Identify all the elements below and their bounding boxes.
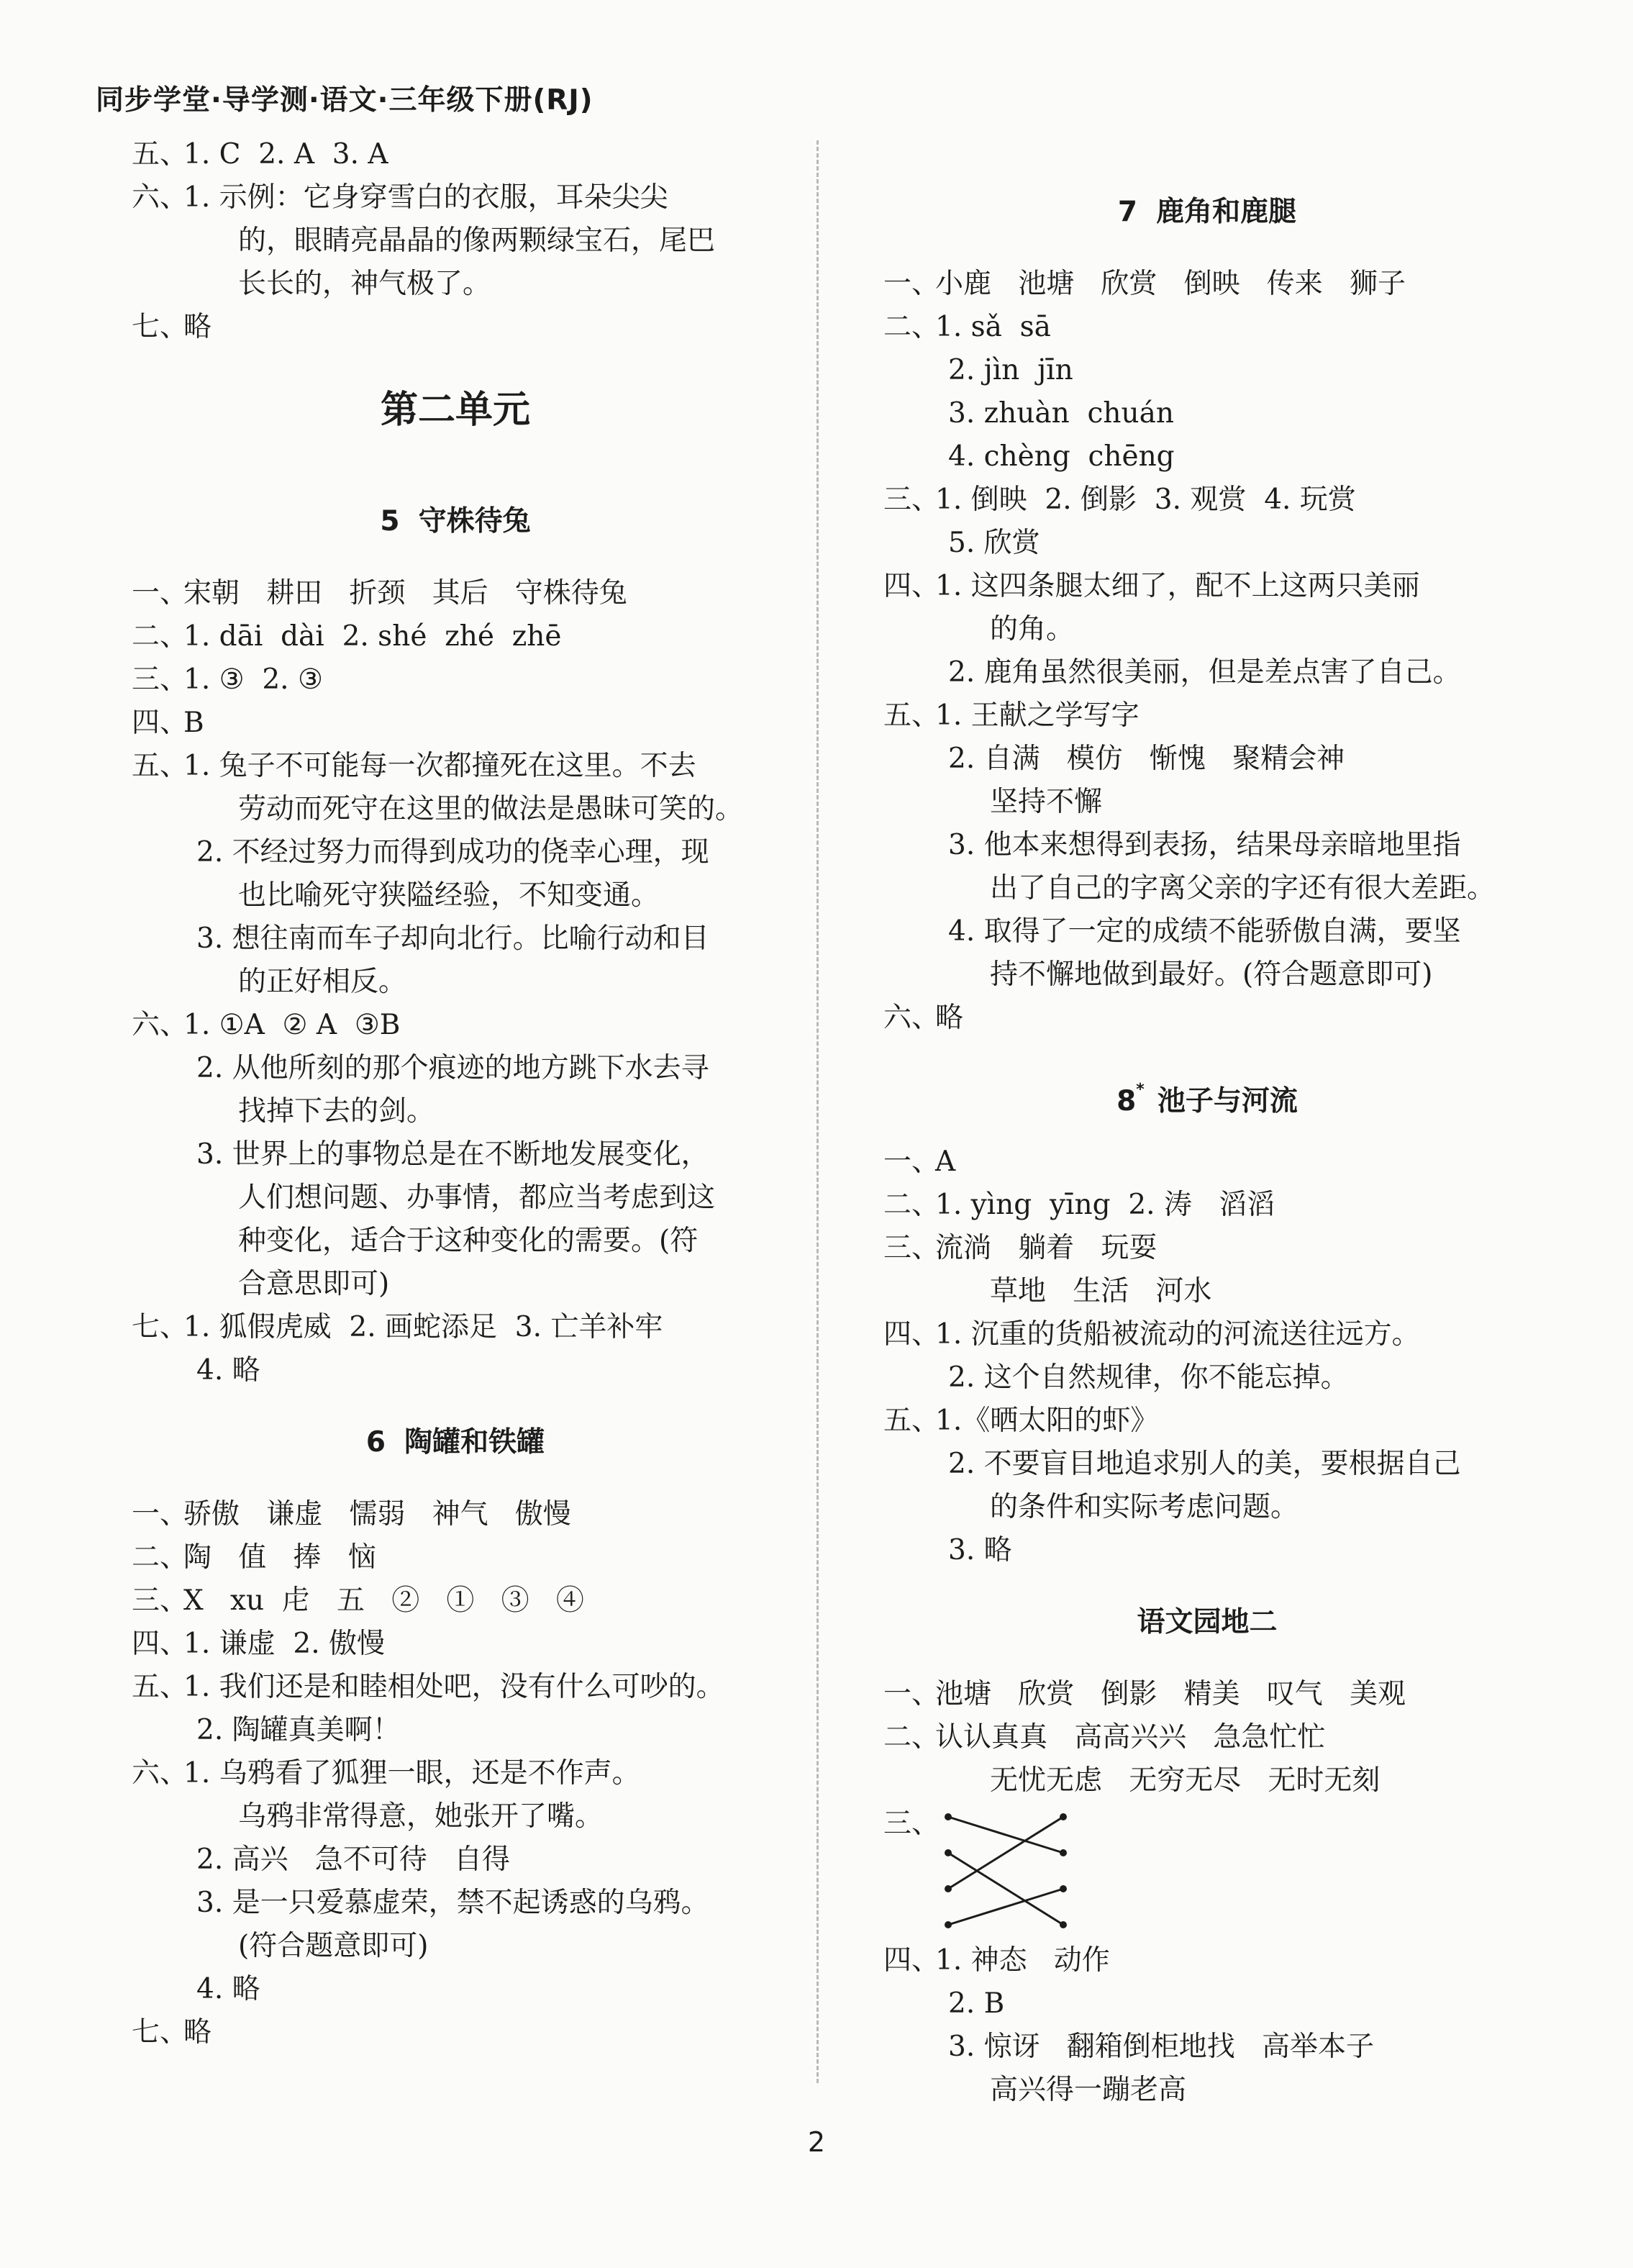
question-label: 六、	[132, 1009, 188, 1041]
answer-text: 1. 神态 动作	[935, 1944, 1110, 1977]
matching-connector	[948, 1817, 1063, 1853]
answer-text: 4. 略	[196, 1973, 260, 2005]
answer-line	[132, 1047, 779, 1090]
answer-text: 3. 略	[948, 1534, 1012, 1566]
lesson-number: 7	[1117, 196, 1138, 228]
question-label: 二、	[883, 1721, 940, 1754]
answer-line	[132, 1004, 779, 1047]
answer-line	[883, 1227, 1531, 1270]
answer-line	[883, 1140, 1531, 1184]
answer-line	[132, 1133, 779, 1176]
answer-text: 1. ③ 2. ③	[183, 663, 323, 696]
answer-line	[132, 917, 779, 961]
answer-line	[883, 1759, 1531, 1802]
matching-lines-diagram	[941, 1802, 1078, 1932]
answer-line	[132, 874, 779, 917]
answer-line	[132, 831, 779, 874]
question-label: 一、	[883, 268, 940, 300]
answer-line	[883, 1673, 1531, 1716]
answer-line	[883, 651, 1531, 694]
answer-text: X xu 虍 五 ② ① ③ ④	[183, 1584, 584, 1617]
answer-line	[132, 745, 779, 788]
answer-text: 1. yìng yīng 2. 涛 滔滔	[935, 1189, 1275, 1221]
question-label: 三、	[883, 1807, 940, 1840]
answer-text: 3. 世界上的事物总是在不断地发展变化，	[196, 1138, 709, 1171]
lesson-title	[132, 1392, 779, 1493]
answer-line	[132, 1666, 779, 1709]
answer-text: 2. 自满 模仿 惭愧 聚精会神	[948, 743, 1345, 775]
answer-text: 4. chèng chēng	[948, 440, 1175, 473]
answer-text: 找掉下去的剑。	[238, 1095, 435, 1128]
answer-line	[132, 658, 779, 702]
answer-line	[132, 1795, 779, 1838]
answer-text: 2. jìn jīn	[948, 354, 1073, 386]
answer-text: 1.《晒太阳的虾》	[935, 1405, 1159, 1437]
answer-line	[883, 781, 1531, 824]
answer-line	[132, 1263, 779, 1306]
answer-text: 1. 王献之学写字	[935, 699, 1140, 732]
answer-line	[132, 1536, 779, 1579]
answer-text: 小鹿 池塘 欣赏 倒映 传来 狮子	[935, 268, 1406, 300]
answer-line	[132, 1752, 779, 1795]
question-label: 一、	[883, 1146, 940, 1178]
answer-text: 2. 不要盲目地追求别人的美，要根据自己	[948, 1448, 1461, 1480]
matching-connector	[948, 1817, 1063, 1889]
answer-text: 1. 乌鸦看了狐狸一眼，还是不作声。	[183, 1757, 640, 1790]
answer-line-matching	[883, 1802, 1531, 1939]
answer-text: 流淌 躺着 玩耍	[935, 1232, 1157, 1264]
answer-line	[883, 392, 1531, 435]
answer-text: 1. dāi dài 2. shé zhé zhē	[183, 620, 562, 653]
answer-text: 3. 惊讶 翻箱倒柜地找 高举本子	[948, 2031, 1374, 2063]
question-label: 六、	[883, 1002, 940, 1034]
question-label: 五、	[132, 750, 188, 782]
page-number: 2	[807, 2126, 826, 2158]
answer-text: 3. zhuàn chuán	[948, 397, 1174, 430]
question-label: 三、	[883, 484, 940, 516]
matching-dot	[1060, 1849, 1067, 1856]
answer-line	[132, 1838, 779, 1882]
right-column	[883, 162, 1531, 2112]
question-label: 二、	[132, 1541, 188, 1574]
answer-text: 3. 是一只爱慕虚荣，禁不起诱惑的乌鸦。	[196, 1887, 709, 1919]
answer-text: 乌鸦非常得意，她张开了嘴。	[238, 1800, 604, 1833]
answer-line	[132, 263, 779, 306]
answer-line	[883, 997, 1531, 1040]
answer-text: 4. 略	[196, 1354, 260, 1387]
answer-text: 高兴得一蹦老高	[990, 2074, 1187, 2106]
answer-text: 1. 兔子不可能每一次都撞死在这里。不去	[183, 750, 696, 782]
answer-text: A	[935, 1146, 956, 1178]
answer-text: 的正好相反。	[238, 966, 407, 998]
left-column	[132, 133, 779, 2054]
answer-line	[883, 306, 1531, 349]
question-label: 五、	[132, 1671, 188, 1703]
question-label: 一、	[132, 577, 188, 609]
answer-text: 的条件和实际考虑问题。	[990, 1491, 1299, 1523]
answer-line	[883, 824, 1531, 867]
question-label: 七、	[132, 311, 188, 343]
answer-text: 2. 高兴 急不可待 自得	[196, 1843, 510, 1876]
question-label: 二、	[883, 1189, 940, 1221]
answer-line	[883, 565, 1531, 608]
answer-text: 5. 欣赏	[948, 527, 1040, 559]
answer-text: 3. 想往南而车子却向北行。比喻行动和目	[196, 922, 709, 955]
answer-text: 2. 不经过努力而得到成功的侥幸心理，现	[196, 836, 709, 868]
answer-text: 骄傲 谦虚 懦弱 神气 傲慢	[183, 1498, 571, 1530]
answer-text: 2. 从他所刻的那个痕迹的地方跳下水去寻	[196, 1052, 709, 1084]
lesson-name: 守株待兔	[418, 505, 531, 537]
answer-line	[883, 1270, 1531, 1313]
matching-dot	[945, 1813, 952, 1820]
answer-line	[132, 1579, 779, 1623]
question-label: 四、	[132, 707, 188, 739]
lesson-number: 8	[1116, 1085, 1137, 1117]
answer-line	[132, 615, 779, 658]
answer-line	[132, 219, 779, 263]
answer-line	[883, 1939, 1531, 1982]
answer-text: 2. 鹿角虽然很美丽，但是差点害了自己。	[948, 656, 1461, 689]
answer-text: 略	[183, 311, 212, 343]
lesson-name: 鹿角和鹿腿	[1156, 196, 1297, 228]
lesson-number: 6	[365, 1426, 386, 1459]
answer-text: 1. 示例：它身穿雪白的衣服，耳朵尖尖	[183, 181, 668, 214]
page-header-title: 同步学堂·导学测·语文·三年级下册(RJ)	[96, 84, 593, 117]
matching-dot	[945, 1885, 952, 1892]
answer-line	[132, 133, 779, 176]
matching-connector	[948, 1853, 1063, 1925]
answer-text: 4. 取得了一定的成绩不能骄傲自满，要坚	[948, 915, 1461, 948]
answer-text: 1. ①A ② A ③B	[183, 1009, 401, 1041]
lesson-title	[883, 1040, 1531, 1140]
lesson-title	[883, 1572, 1531, 1673]
answer-line	[132, 1349, 779, 1392]
question-label: 五、	[132, 138, 188, 171]
answer-text: 持不懈地做到最好。(符合题意即可)	[990, 958, 1433, 991]
answer-line	[883, 2026, 1531, 2069]
answer-text: 陶 值 捧 恼	[183, 1541, 376, 1574]
matching-dot	[1060, 1885, 1067, 1892]
answer-text: 1. 谦虚 2. 傲慢	[183, 1628, 386, 1660]
answer-text: 宋朝 耕田 折颈 其后 守株待兔	[183, 577, 627, 609]
lesson-name: 池子与河流	[1157, 1085, 1298, 1117]
lesson-name: 语文园地二	[1137, 1606, 1278, 1638]
answer-line	[883, 435, 1531, 478]
answer-line	[883, 1400, 1531, 1443]
answer-line	[132, 306, 779, 349]
question-label: 四、	[132, 1628, 188, 1660]
answer-line	[132, 2011, 779, 2054]
answer-text: 的，眼睛亮晶晶的像两颗绿宝石，尾巴	[238, 224, 716, 257]
question-label: 四、	[883, 1944, 940, 1977]
answer-line	[883, 694, 1531, 738]
answer-text: 草地 生活 河水	[990, 1275, 1212, 1307]
matching-dot	[945, 1849, 952, 1856]
answer-text: 劳动而死守在这里的做法是愚昧可笑的。	[238, 793, 744, 825]
lesson-name: 陶罐和铁罐	[404, 1426, 545, 1459]
matching-connector	[948, 1889, 1063, 1925]
answer-text: 1. 倒映 2. 倒影 3. 观赏 4. 玩赏	[935, 484, 1356, 516]
question-label: 五、	[883, 1405, 940, 1437]
matching-dot	[1060, 1813, 1067, 1820]
answer-text: 人们想问题、办事情，都应当考虑到这	[238, 1181, 716, 1214]
answer-text: 合意思即可)	[238, 1268, 390, 1300]
answer-line	[132, 1306, 779, 1349]
answer-line	[132, 1925, 779, 1968]
answer-text: 1. sǎ sā	[935, 311, 1051, 343]
answer-line	[883, 1716, 1531, 1759]
lesson-number: 5	[380, 505, 400, 537]
answer-text: 认认真真 高高兴兴 急急忙忙	[935, 1721, 1326, 1754]
answer-text: (符合题意即可)	[238, 1930, 429, 1962]
lesson-title	[883, 162, 1531, 263]
question-label: 六、	[132, 181, 188, 214]
answer-text: 长长的，神气极了。	[238, 268, 491, 300]
answer-text: 1. 沉重的货船被流动的河流送往远方。	[935, 1318, 1420, 1351]
matching-dot	[945, 1921, 952, 1928]
question-label: 三、	[132, 1584, 188, 1617]
answer-line	[132, 1968, 779, 2011]
answer-line	[883, 1486, 1531, 1529]
question-label: 一、	[132, 1498, 188, 1530]
answer-line	[883, 867, 1531, 910]
answer-line	[883, 2069, 1531, 2112]
answer-text: 3. 他本来想得到表扬，结果母亲暗地里指	[948, 829, 1461, 861]
answer-text: 2. B	[948, 1987, 1005, 2020]
answer-line	[883, 1313, 1531, 1356]
answer-line	[132, 1220, 779, 1263]
answer-line	[132, 961, 779, 1004]
answer-line	[883, 349, 1531, 392]
answer-text: 1. 这四条腿太细了，配不上这两只美丽	[935, 570, 1420, 602]
question-label: 三、	[883, 1232, 940, 1264]
answer-line	[883, 1443, 1531, 1486]
answer-text: 1. 狐假虎威 2. 画蛇添足 3. 亡羊补牢	[183, 1311, 663, 1343]
question-label: 一、	[883, 1678, 940, 1710]
answer-text: 无忧无虑 无穷无尽 无时无刻	[990, 1764, 1380, 1797]
answer-line	[132, 702, 779, 745]
answer-text: 1. C 2. A 3. A	[183, 138, 388, 171]
answer-text: 池塘 欣赏 倒影 精美 叹气 美观	[935, 1678, 1406, 1710]
question-label: 七、	[132, 2016, 188, 2049]
question-label: 四、	[883, 570, 940, 602]
answer-line	[883, 478, 1531, 522]
answer-line	[883, 1184, 1531, 1227]
answer-line	[132, 572, 779, 615]
question-label: 二、	[883, 311, 940, 343]
question-label: 五、	[883, 699, 940, 732]
question-label: 七、	[132, 1311, 188, 1343]
answer-line	[132, 1493, 779, 1536]
answer-line	[132, 176, 779, 219]
answer-text: 也比喻死守狭隘经验，不知变通。	[238, 879, 660, 912]
answer-line	[132, 1709, 779, 1752]
answer-text: 2. 陶罐真美啊！	[196, 1714, 401, 1746]
answer-text: 坚持不懈	[990, 786, 1103, 818]
answer-text: 的角。	[990, 613, 1075, 645]
lesson-title	[132, 471, 779, 572]
answer-line	[132, 788, 779, 831]
answer-line	[883, 263, 1531, 306]
column-divider	[816, 140, 819, 2083]
answer-line	[883, 1982, 1531, 2026]
unit-title: 第二单元	[380, 389, 530, 432]
answer-text: 略	[183, 2016, 212, 2049]
answer-text: 种变化，适合于这种变化的需要。(符	[238, 1225, 699, 1257]
answer-line	[883, 738, 1531, 781]
answer-text: 1. 我们还是和睦相处吧，没有什么可吵的。	[183, 1671, 724, 1703]
answer-line	[883, 522, 1531, 565]
question-label: 三、	[132, 663, 188, 696]
question-label: 四、	[883, 1318, 940, 1351]
optional-lesson-mark: *	[1136, 1081, 1145, 1099]
answer-line	[883, 608, 1531, 651]
answer-text: 出了自己的字离父亲的字还有很大差距。	[990, 872, 1496, 904]
answer-line	[132, 1882, 779, 1925]
question-label: 二、	[132, 620, 188, 653]
answer-text: 2. 这个自然规律，你不能忘掉。	[948, 1361, 1349, 1394]
answer-line	[883, 953, 1531, 997]
answer-text: 略	[935, 1002, 964, 1034]
matching-dot	[1060, 1921, 1067, 1928]
answer-line	[132, 1176, 779, 1220]
answer-text: B	[183, 707, 204, 739]
question-label: 六、	[132, 1757, 188, 1790]
answer-line	[132, 1090, 779, 1133]
answer-line	[883, 910, 1531, 953]
answer-line	[132, 1623, 779, 1666]
answer-line	[883, 1529, 1531, 1572]
answer-line	[883, 1356, 1531, 1400]
